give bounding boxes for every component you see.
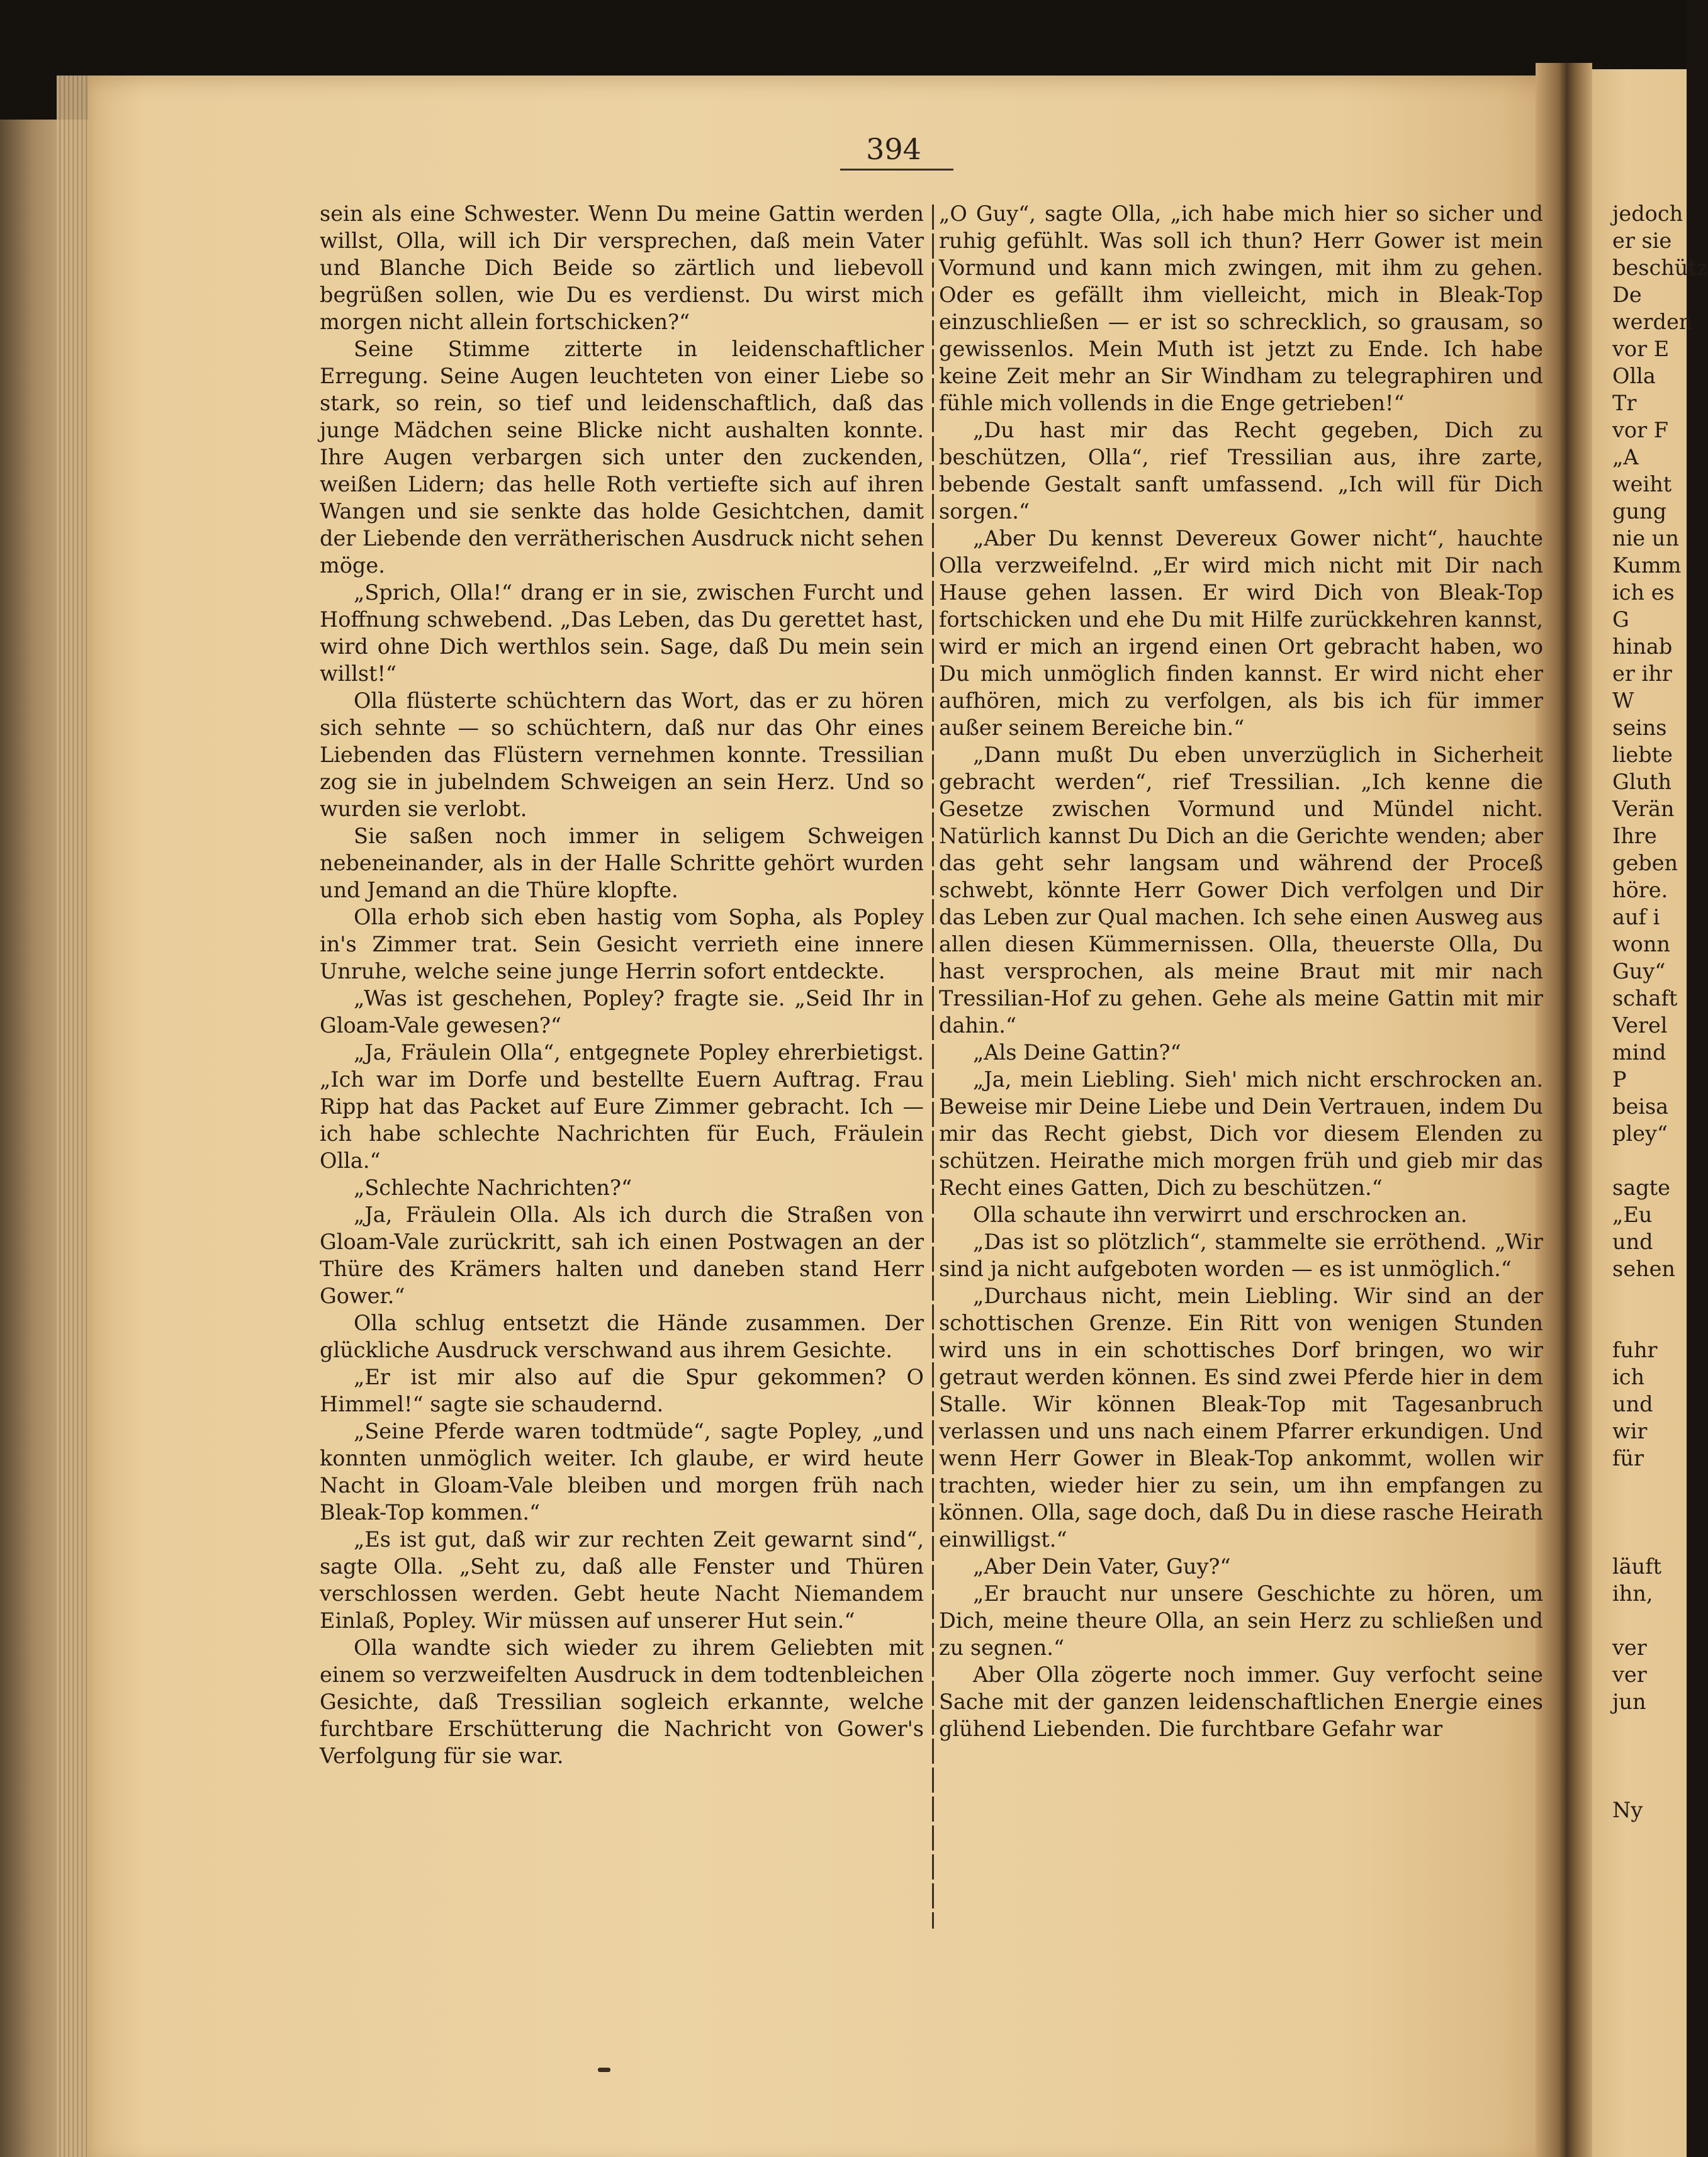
page-number: 394 (866, 132, 921, 166)
fragment-line: auf i (1612, 905, 1660, 929)
paragraph: „Dann mußt Du eben unverzüglich in Sicherheit gebracht werden“, rief Tressilian. „Ich kenne die Gesetze zwischen Vormund und Mündel nicht. Natürlich kannst Du Dich an die Gerichte wenden; aber das geht sehr langsam und während der Proceß schwebt, könnte Herr Gower Dich verfolgen und Dir das Leben zur Qual machen. Ich sehe einen Ausweg aus allen diesen Kümmernissen. Olla, theuerste Olla, Du hast versprochen, als meine Braut mit mir nach Tressilian-Hof zu gehen. Gehe als meine Gattin mit mir dahin.“ (939, 742, 1543, 1038)
fragment-line: und (1612, 1392, 1653, 1416)
fragment-line: ich es (1612, 580, 1675, 605)
paragraph: „Es ist gut, daß wir zur rechten Zeit gewarnt sind“, sagte Olla. „Seht zu, daß alle Fenster und Thüren verschlossen werden. Gebt heute Nacht Niemandem Einlaß, Popley. Wir müssen auf unserer Hut sein.“ (320, 1527, 924, 1633)
fragment-line (1612, 1282, 1687, 1309)
paragraph: Olla flüsterte schüchtern das Wort, das er zu hören sich sehnte — so schüchtern, daß nur das Ohr eines Liebenden das Flüstern vernehmen konnte. Tressilian zog sie in jubelndem Schweigen an sein Herz. Und so wurden sie verlobt. (320, 688, 924, 821)
paragraph: „Das ist so plötzlich“, stammelte sie erröthend. „Wir sind ja nicht aufgeboten worden — es ist unmöglich.“ (939, 1230, 1543, 1281)
paragraph: „Sprich, Olla!“ drang er in sie, zwischen Furcht und Hoffnung schwebend. „Das Leben, das Du gerettet hast, wird ohne Dich werthlos sein. Sage, daß Du mein sein willst!“ (320, 580, 924, 686)
paragraph: Olla wandte sich wieder zu ihrem Geliebten mit einem so verzweifelten Ausdruck in dem todtenbleichen Gesichte, daß Tressilian sogleich erkannte, welche furchtbare Erschütterung die Nachricht von Gower's Verfolgung für sie war. (320, 1635, 924, 1768)
next-page-text-fragments (1612, 200, 1708, 1824)
fragment-line: jun (1612, 1689, 1646, 1714)
text-column-left (320, 200, 924, 1769)
fragment-line: läuft (1612, 1554, 1662, 1579)
paragraph: „Ja, mein Liebling. Sieh' mich nicht erschrocken an. Beweise mir Deine Liebe und Dein Vertrauen, indem Du mir das Recht giebst, Dich vor diesem Elenden zu schützen. Heirathe mich morgen früh und gieb mir das Recht eines Gatten, Dich zu beschützen.“ (939, 1067, 1543, 1200)
paragraph: „Seine Pferde waren todtmüde“, sagte Popley, „und konnten unmöglich weiter. Ich glaube, er wird heute Nacht in Gloam-Vale bleiben und morgen früh nach Bleak-Top kommen.“ (320, 1419, 924, 1525)
fragment-line: er sie (1612, 228, 1672, 253)
paragraph: Sie saßen noch immer in seligem Schweigen nebeneinander, als in der Halle Schritte gehört wurden und Jemand an die Thüre klopfte. (320, 824, 924, 902)
fragment-line (1612, 1526, 1687, 1553)
paragraph: Olla schaute ihn verwirrt und erschrocken an. (973, 1202, 1468, 1227)
fragment-line: pley“ (1612, 1121, 1668, 1146)
fragment-line: ver (1612, 1635, 1647, 1660)
paragraph: „Schlechte Nachrichten?“ (354, 1175, 632, 1200)
paragraph: „Ja, Fräulein Olla“, entgegnete Popley ehrerbietigst. „Ich war im Dorfe und bestellte Euern Auftrag. Frau Ripp hat das Packet auf Eure Zimmer gebracht. Ich — ich habe schlechte Nachrichten für Euch, Fräulein Olla.“ (320, 1040, 924, 1173)
paragraph: „Du hast mir das Recht gegeben, Dich zu beschützen, Olla“, rief Tressilian aus, ihre zarte, bebende Gestalt sanft umfassend. „Ich will für Dich sorgen.“ (939, 418, 1543, 524)
paragraph: „Er braucht nur unsere Geschichte zu hören, um Dich, meine theure Olla, an sein Herz zu schließen und zu segnen.“ (939, 1581, 1543, 1660)
paragraph: „Er ist mir also auf die Spur gekommen? O Himmel!“ sagte sie schaudernd. (320, 1365, 924, 1416)
fragment-line: vor F (1612, 418, 1669, 442)
fragment-line: hinab (1612, 634, 1673, 659)
fragment-line: Tr (1612, 391, 1637, 415)
fragment-line: wir (1612, 1419, 1648, 1443)
text-column-right (939, 200, 1543, 1742)
fragment-line: für (1612, 1446, 1644, 1471)
paragraph: sein als eine Schwester. Wenn Du meine Gattin werden willst, Olla, will ich Dir versprechen, daß mein Vater und Blanche Dich Beide so zärtlich und liebevoll begrüßen sollen, wie Du es verdienst. Du wirst mich morgen nicht allein fortschicken?“ (320, 201, 924, 334)
paragraph: Aber Olla zögerte noch immer. Guy verfocht seine Sache mit der ganzen leidenschaftlichen Energie eines glühend Liebenden. Die furchtbare Gefahr war (939, 1662, 1543, 1741)
fragment-line: Olla (1612, 364, 1656, 388)
fragment-line: Ihre (1612, 824, 1657, 848)
fragment-line: sagte (1612, 1175, 1670, 1200)
fragment-line: seins (1612, 715, 1667, 740)
fragment-line: De (1612, 283, 1642, 307)
fragment-line: jedoch (1612, 201, 1683, 226)
fragment-line: P (1612, 1067, 1627, 1092)
fragment-line (1612, 1309, 1687, 1336)
paragraph: „O Guy“, sagte Olla, „ich habe mich hier so sicher und ruhig gefühlt. Was soll ich thun? Herr Gower ist mein Vormund und kann mich zwingen, mit ihm zu gehen. Oder es gefällt ihm vielleicht, mich in Bleak-Top einzuschließen — er ist so schrecklich, so grausam, so gewissenlos. Mein Muth ist jetzt zu Ende. Ich habe keine Zeit mehr an Sir Windham zu telegraphiren und fühle mich vollends in die Enge getrieben!“ (939, 201, 1543, 415)
fragment-line: wonn (1612, 932, 1670, 956)
paragraph: „Ja, Fräulein Olla. Als ich durch die Straßen von Gloam-Vale zurückritt, sah ich einen Postwagen an der Thüre des Krämers halten und daneben stand Herr Gower.“ (320, 1202, 924, 1308)
fragment-line (1612, 1607, 1687, 1634)
fragment-line: G (1612, 607, 1629, 632)
fragment-line: nie un (1612, 526, 1679, 551)
fragment-line: und (1612, 1230, 1653, 1254)
fragment-line: Verän (1612, 797, 1675, 821)
paragraph: Olla erhob sich eben hastig vom Sopha, als Popley in's Zimmer trat. Sein Gesicht verrieth eine innere Unruhe, welche seine junge Herrin sofort entdeckte. (320, 905, 924, 983)
fragment-line: schaft (1612, 986, 1678, 1011)
fragment-line: er ihr (1612, 661, 1672, 686)
fragment-line: „A (1612, 445, 1639, 469)
fragment-line: gung (1612, 499, 1667, 524)
fragment-line: beisa (1612, 1094, 1669, 1119)
fragment-line: geben (1612, 851, 1678, 875)
fragment-line: ihn, (1612, 1581, 1653, 1606)
paragraph: „Als Deine Gattin?“ (973, 1040, 1181, 1065)
fragment-line: weiht (1612, 472, 1672, 496)
fragment-line: werden (1612, 310, 1693, 334)
fragment-line (1612, 1715, 1687, 1742)
fragment-line (1612, 1147, 1687, 1174)
fragment-line: mind (1612, 1040, 1666, 1065)
page-number-rule (840, 169, 953, 171)
paragraph: „Aber Du kennst Devereux Gower nicht“, hauchte Olla verzweifelnd. „Er wird mich nicht mit Dir nach Hause gehen lassen. Er wird Dich von Bleak-Top fortschicken und ehe Du mit Hilfe zurückkehren kannst, wird er mich an irgend einen Ort gebracht haben, wo Du mich unmöglich finden kannst. Er wird nicht eher aufhören, mich zu verfolgen, als bis ich für immer außer seinem Bereiche bin.“ (939, 526, 1543, 740)
fragment-line: W (1612, 688, 1634, 713)
fragment-line: Ny (1612, 1798, 1643, 1822)
paragraph: „Was ist geschehen, Popley? fragte sie. „Seid Ihr in Gloam-Vale gewesen?“ (320, 986, 924, 1038)
book-gutter (1536, 63, 1592, 2157)
fragment-line (1612, 1742, 1687, 1769)
fragment-line: sehen (1612, 1257, 1675, 1281)
column-divider (932, 204, 934, 1929)
fragment-line: ver (1612, 1662, 1647, 1687)
fragment-line (1612, 1472, 1687, 1499)
fragment-line: Guy“ (1612, 959, 1666, 983)
paragraph: „Aber Dein Vater, Guy?“ (973, 1554, 1231, 1579)
paragraph: Seine Stimme zitterte in leidenschaftlicher Erregung. Seine Augen leuchteten von einer Liebe so stark, so rein, so tief und leidenschaftlich, daß das junge Mädchen seine Blicke nicht aushalten konnte. Ihre Augen verbargen sich unter den zuckenden, weißen Lidern; das helle Roth vertiefte sich auf ihren Wangen und sie senkte das holde Gesichtchen, damit der Liebende den verrätherischen Ausdruck nicht sehen möge. (320, 337, 924, 578)
paragraph: Olla schlug entsetzt die Hände zusammen. Der glückliche Ausdruck verschwand aus ihrem Gesichte. (320, 1311, 924, 1362)
fragment-line: ich (1612, 1365, 1645, 1389)
fragment-line: „Eu (1612, 1202, 1653, 1227)
ink-smudge (598, 2068, 610, 2072)
fragment-line: vor E (1612, 337, 1670, 361)
fragment-line: fuhr (1612, 1338, 1658, 1362)
fragment-line: Verel (1612, 1013, 1668, 1038)
fragment-line (1612, 1499, 1687, 1526)
paragraph: „Durchaus nicht, mein Liebling. Wir sind an der schottischen Grenze. Ein Ritt von wenigen Stunden wird uns in ein schottisches Dorf bringen, wo wir getraut werden können. Es sind zwei Pferde hier in dem Stalle. Wir können Bleak-Top mit Tagesanbruch verlassen und uns nach einem Pfarrer erkundigen. Und wenn Herr Gower in Bleak-Top ankommt, wollen wir trachten, wieder hier zu sein, um ihn empfangen zu können. Olla, sage doch, daß Du in diese rasche Heirath einwilligst.“ (939, 1284, 1543, 1552)
fragment-line: höre. (1612, 878, 1668, 902)
fragment-line (1612, 1769, 1687, 1796)
fragment-line: Gluth (1612, 770, 1672, 794)
fragment-line: liebte (1612, 742, 1673, 767)
fragment-line: beschütz (1612, 255, 1708, 280)
fragment-line: Kumm (1612, 553, 1682, 578)
